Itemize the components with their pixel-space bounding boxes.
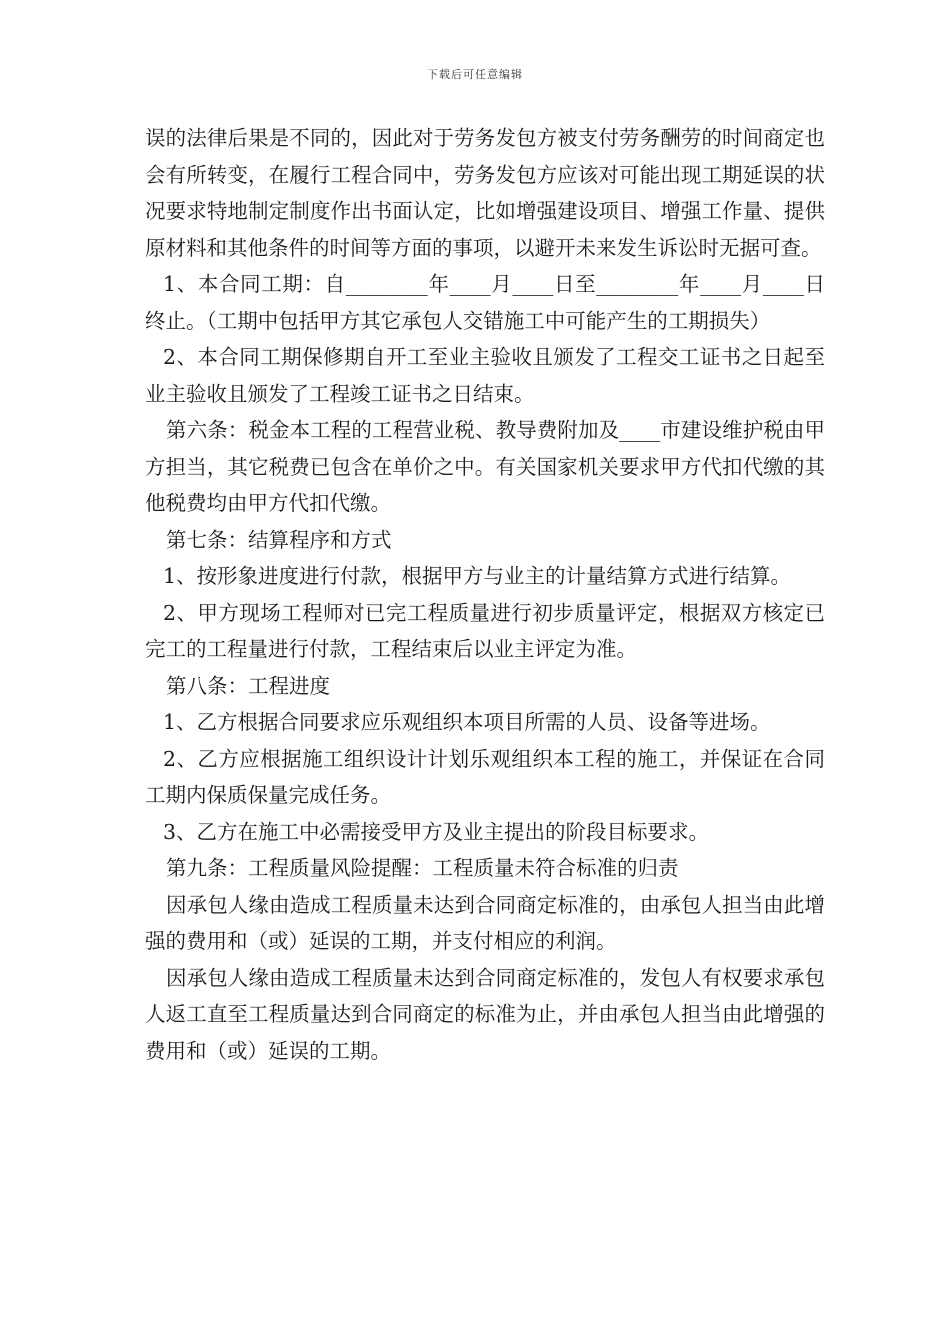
- paragraph-article-7-item-2: 2、甲方现场工程师对已完工程质量进行初步质量评定，根据双方核定已完工的工程量进行付款，工程结束后以业主评定为准。: [145, 600, 825, 661]
- paragraph-article-8-item-2: 2、乙方应根据施工组织设计计划乐观组织本工程的施工，并保证在合同工期内保质保量完成任务。: [145, 746, 825, 807]
- paragraph-article-8-item-3: 3、乙方在施工中必需接受甲方及业主提出的阶段目标要求。: [163, 819, 710, 844]
- paragraph-article-8-item-1: 1、乙方根据合同要求应乐观组织本项目所需的人员、设备等进场。: [163, 710, 771, 734]
- heading-article-9: 第九条：工程质量风险提醒：工程质量未符合标准的归责: [166, 856, 679, 880]
- heading-article-8: 第八条：工程进度: [166, 673, 330, 698]
- paragraph-article-7-item-1: 1、按形象进度进行付款，根据甲方与业主的计量结算方式进行结算。: [163, 564, 792, 588]
- document-body: [145, 120, 825, 1069]
- paragraph-article-9-a: 因承包人缘由造成工程质量未达到合同商定标准的，由承包人担当由此增强的费用和（或）延误的工期，并支付相应的利润。: [145, 892, 825, 953]
- paragraph-article-6-tax: 第六条：税金本工程的工程营业税、教导费附加及____市建设维护税由甲方担当，其它税费已包含在单价之中。有关国家机关要求甲方代扣代缴的其他税费均由甲方代扣代缴。: [145, 418, 825, 515]
- paragraph-article-9-b: 因承包人缘由造成工程质量未达到合同商定标准的，发包人有权要求承包人返工直至工程质量达到合同商定的标准为止，并由承包人担当由此增强的费用和（或）延误的工期。: [145, 965, 825, 1063]
- heading-article-7: 第七条：结算程序和方式: [166, 527, 392, 552]
- paragraph-clause-1-duration: 1、本合同工期：自________年____月____日至________年____月____日终止。（工期中包括甲方其它承包人交错施工中可能产生的工期损失）: [145, 272, 825, 333]
- paragraph-clause-2-warranty: 2、本合同工期保修期自开工至业主验收且颁发了工程交工证书之日起至业主验收且颁发了工程竣工证书之日结束。: [145, 345, 825, 406]
- paragraph-continuation: 误的法律后果是不同的，因此对于劳务发包方被支付劳务酬劳的时间商定也会有所转变，在履行工程合同中，劳务发包方应该对可能出现工期延误的状况要求特地制定制度作出书面认定，比如增强建设项目、增强工作量、提供原材料和其他条件的时间等方面的事项，以避开未来发生诉讼时无据可查。: [145, 126, 825, 260]
- page-header: 下载后可任意编辑: [427, 68, 523, 81]
